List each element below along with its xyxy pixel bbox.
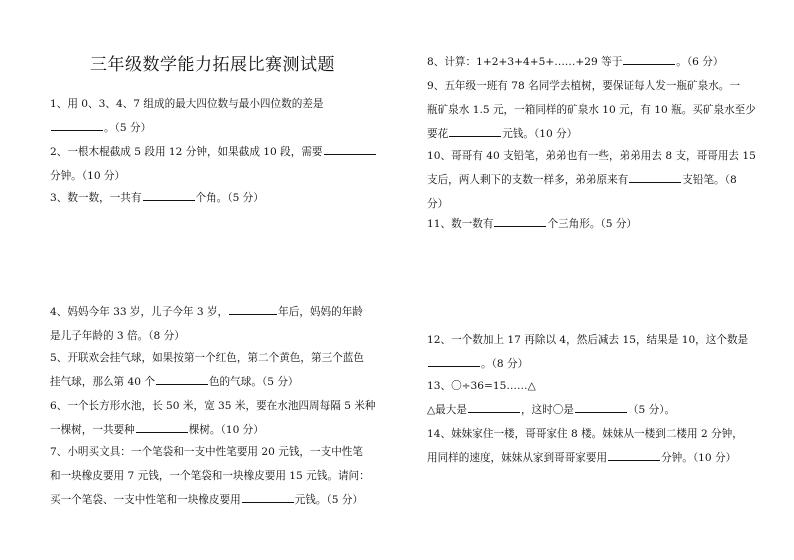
question-13: 13、〇÷36=15……△ △最大是 ，这时〇是 （5 分）。 [427,380,676,416]
question-8: 8、计算：1+2+3+4+5+……+29 等于 。（6 分） [427,50,757,74]
question-6: 6、一个长方形水池，长 50 米，宽 35 米，要在水池四周每隔 5 米种 一棵树，一共要种 棵树。（10 分） [50,400,376,436]
question-7: 7、小明买文具：一个笔袋和一支中性笔要用 20 元钱，一支中性笔 和一块橡皮要用 7 元钱，一个笔袋和一块橡皮要用 15 元钱。请问： 买一个笔袋、一支中性笔和一块橡皮要用 元钱。（5 分） [50,446,370,506]
answer-blank[interactable] [51,119,103,131]
question-1: 1、用 0、3、4、7 组成的最大四位数与最小四位数的差是 。（5 分） [50,98,324,134]
answer-blank[interactable] [428,355,480,367]
answer-blank[interactable] [143,189,195,201]
answer-blank[interactable] [449,125,501,137]
question-12: 12、一个数加上 17 再除以 4，然后减去 15，结果是 10，这个数是 。（8 分） [427,334,749,370]
question-11: 11、数一数有 个三角形。（5 分） [427,212,757,236]
question-14: 14、妹妹家住一楼，哥哥家住 8 楼。妹妹从一楼到二楼用 2 分钟， 用同样的速度，妹妹从家到哥哥家要用 分钟。（10 分） [427,428,743,464]
answer-blank[interactable] [136,421,188,433]
answer-blank[interactable] [468,401,520,413]
answer-blank[interactable] [242,491,294,503]
question-10: 10、哥哥有 40 支铅笔，弟弟也有一些，弟弟用去 8 支，哥哥用去 15 支后，两人剩下的支数一样多，弟弟原来有 支铅笔。（8 分） [427,150,756,210]
question-5: 5、开联欢会挂气球，如果按第一个红色，第二个黄色，第三个蓝色 挂气球，那么第 40 个 色的气球。（5 分） [50,352,364,388]
answer-blank[interactable] [156,373,208,385]
answer-blank[interactable] [324,143,376,155]
question-2: 2、一根木棍截成 5 段用 12 分钟，如果截成 10 段，需要 分钟。（10 分） [50,140,372,188]
answer-blank[interactable] [575,401,627,413]
question-4: 4、妈妈今年 33 岁，儿子今年 3 岁， 年后，妈妈的年龄 是儿子年龄的 3 倍。（8 分） [50,300,372,348]
question-3: 3、数一数，一共有 个角。（5 分） [50,186,372,210]
question-9: 9、五年级一班有 78 名同学去植树，要保证每人发一瓶矿泉水。一 瓶矿泉水 1.5 元，一箱同样的矿泉水 10 元，有 10 瓶。买矿泉水至少 要花 元钱。（10 分） [427,80,756,140]
answer-blank[interactable] [608,449,660,461]
page-title: 三年级数学能力拓展比赛测试题 [90,55,335,75]
answer-blank[interactable] [229,303,277,315]
answer-blank[interactable] [494,215,546,227]
answer-blank[interactable] [623,53,675,65]
answer-blank[interactable] [629,171,681,183]
